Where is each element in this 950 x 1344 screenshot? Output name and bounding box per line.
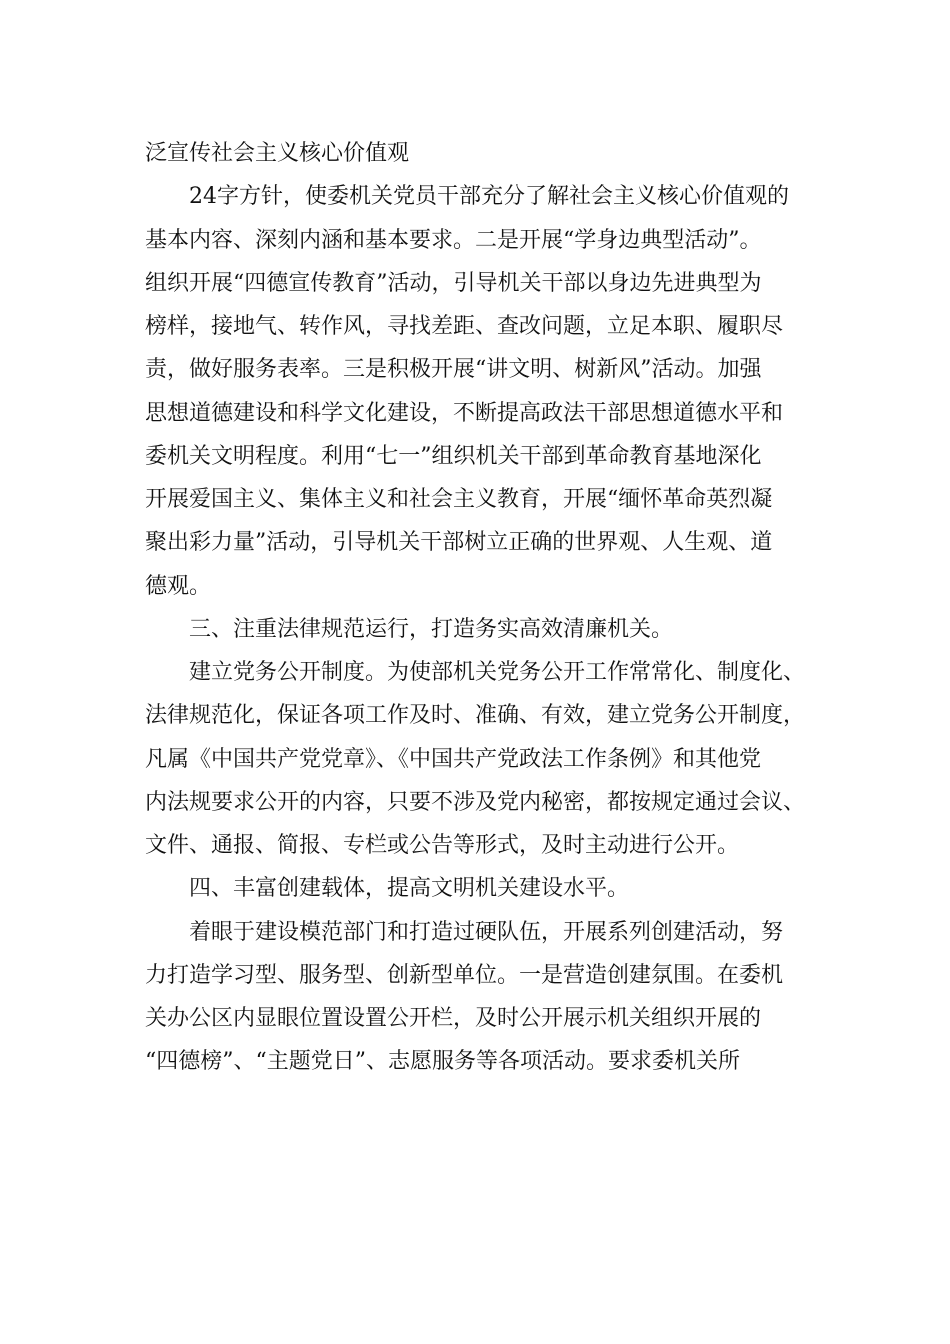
text-line: 文件、通报、简报、专栏或公告等形式，及时主动进行公开。 [145,833,740,858]
text-line: 24字方针，使委机关党员干部充分了解社会主义核心价值观的 [189,184,789,210]
text-line: 关办公区内显眼位置设置公开栏，及时公开展示机关组织开展的 [145,1006,762,1031]
text-line: 组织开展“四德宣传教育”活动，引导机关干部以身边先进典型为 [145,270,762,296]
text-line: 泛宣传社会主义核心价值观 [145,141,410,166]
document-body [145,132,825,1084]
text-line: 内法规要求公开的内容，只要不涉及党内秘密，都按规定通过会议、 [145,789,806,815]
text-line: 四、丰富创建载体，提高文明机关建设水平。 [189,876,630,902]
text-line: 凡属《中国共产党党章》、《中国共产党政法工作条例》和其他党 [145,746,762,772]
text-line: 思想道德建设和科学文化建设，不断提高政法干部思想道德水平和 [145,400,784,426]
text-line: 建立党务公开制度。为使部机关党务公开工作常常化、制度化、 [189,660,806,685]
text-line: “四德榜”、“主题党日”、志愿服务等各项活动。要求委机关所 [145,1049,740,1075]
text-line: 力打造学习型、服务型、创新型单位。一是营造创建氛围。在委机 [145,962,784,988]
text-line: 榜样，接地气、转作风，寻找差距、查改问题，立足本职、履职尽 [145,314,784,339]
text-line: 德观。 [145,573,212,599]
text-line: 法律规范化，保证各项工作及时、准确、有效，建立党务公开制度， [145,703,806,729]
text-line: 基本内容、深刻内涵和基本要求。二是开展“学身边典型活动”。 [145,227,762,253]
text-line: 聚出彩力量”活动，引导机关干部树立正确的世界观、人生观、道 [145,530,773,556]
text-line: 责，做好服务表率。三是积极开展“讲文明、树新风”活动。加强 [145,357,762,383]
text-line: 委机关文明程度。利用“七一”组织机关干部到革命教育基地深化 [145,443,762,469]
text-line: 三、注重法律规范运行，打造务实高效清廉机关。 [189,616,674,642]
text-line: 着眼于建设模范部门和打造过硬队伍，开展系列创建活动，努 [189,919,784,945]
text-line: 开展爱国主义、集体主义和社会主义教育，开展“缅怀革命英烈凝 [145,487,773,512]
